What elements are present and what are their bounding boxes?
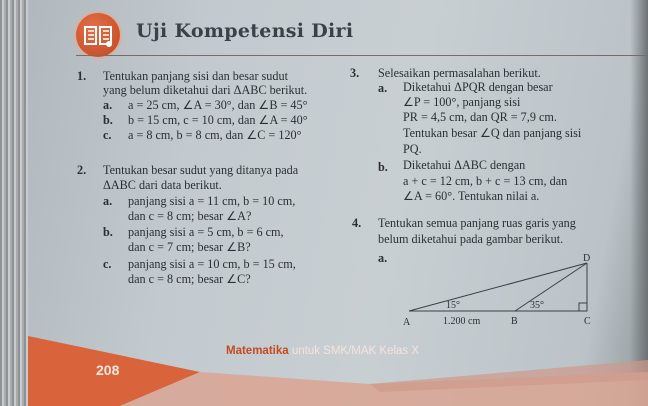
q1-item-text: a = 25 cm, ∠A = 30°, dan ∠B = 45°: [128, 98, 308, 112]
q1-text: Tentukan panjang sisi dan besar sudut: [103, 69, 288, 83]
label-A: A: [403, 317, 411, 328]
label-B: B: [511, 316, 518, 327]
page-number: 208: [96, 362, 120, 378]
label-D: D: [583, 253, 591, 264]
q2-item-text: dan c = 8 cm; besar ∠A?: [128, 209, 252, 223]
q2-item-label: c.: [103, 257, 112, 271]
q2-item-text: dan c = 8 cm; besar ∠C?: [128, 272, 251, 286]
q2-item-label: b.: [103, 225, 113, 239]
q2-item-label: a.: [103, 194, 113, 208]
q3-number: 3.: [350, 66, 360, 80]
q1-text: yang belum diketahui dari ΔABC berikut.: [103, 83, 308, 97]
q3a-label: a.: [378, 81, 388, 95]
q3-text: Selesaikan permasalahan berikut.: [378, 66, 541, 80]
q2-item-text: dan c = 7 cm; besar ∠B?: [128, 240, 251, 254]
q4-text: Tentukan semua panjang ruas garis yang: [378, 216, 576, 230]
book-title: Matematika untuk SMK/MAK Kelas X: [226, 345, 420, 357]
q1-item-label: a.: [103, 98, 113, 112]
q3b-label: b.: [378, 160, 388, 174]
q1-item-label: c.: [103, 128, 112, 142]
length-AB-label: 1.200 cm: [443, 316, 481, 327]
q4-number: 4.: [352, 216, 362, 230]
angle-A-label: 15°: [446, 300, 460, 311]
q3a-text: PQ.: [403, 142, 422, 156]
q2-text: ΔABC dari data berikut.: [103, 178, 222, 192]
q4-text: belum diketahui pada gambar berikut.: [378, 232, 564, 246]
q3a-text: Tentukan besar ∠Q dan panjang sisi: [403, 126, 582, 140]
q2-number: 2.: [77, 163, 87, 177]
q1-item-label: b.: [103, 113, 113, 127]
q2-text: Tentukan besar sudut yang ditanya pada: [103, 163, 299, 177]
q2-item-text: panjang sisi a = 10 cm, b = 15 cm,: [128, 257, 296, 271]
q3b-text: a + c = 12 cm, b + c = 13 cm, dan: [403, 174, 568, 188]
q1-item-text: a = 8 cm, b = 8 cm, dan ∠C = 120°: [128, 128, 302, 142]
q3b-text: ∠A = 60°. Tentukan nilai a.: [403, 189, 540, 203]
q1-item-text: b = 15 cm, c = 10 cm, dan ∠A = 40°: [128, 113, 308, 127]
section-title: Uji Kompetensi Diri: [136, 20, 354, 42]
q3a-text: PR = 4,5 cm, dan QR = 7,9 cm.: [403, 110, 557, 124]
q4a-label: a.: [378, 251, 388, 265]
q3b-text: Diketahui ΔABC dengan: [403, 158, 526, 172]
label-C: C: [584, 316, 591, 327]
q1-number: 1.: [77, 69, 87, 83]
q2-item-text: panjang sisi a = 11 cm, b = 10 cm,: [128, 194, 296, 208]
angle-B-label: 35°: [530, 300, 544, 311]
q3a-text: Diketahui ΔPQR dengan besar: [403, 80, 553, 94]
q2-item-text: panjang sisi a = 5 cm, b = 6 cm,: [128, 225, 284, 239]
q3a-text: ∠P = 100°, panjang sisi: [403, 95, 521, 109]
